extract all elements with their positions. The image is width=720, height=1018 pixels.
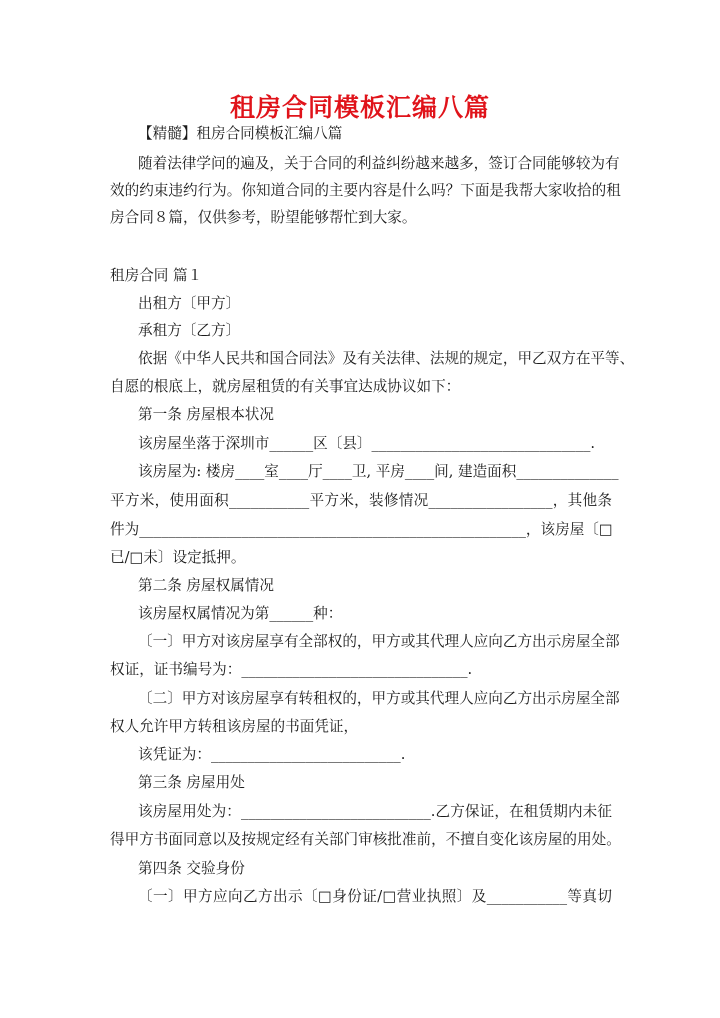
body-line: 〔二〕甲方对该房屋享有转租权的，甲方或其代理人应向乙方出示房屋全部 xyxy=(138,690,620,707)
article-heading: 第一条 房屋根本状况 xyxy=(138,406,274,423)
intro-line-1: 随着法律学问的遍及，关于合同的利益纠纷越来越多，签订合同能够较为有 xyxy=(138,155,620,172)
section-heading: 租房合同 篇１ xyxy=(110,267,203,284)
body-line: 该房屋为: 楼房____室____厅____卫, 平房____间, 建造面积______________ xyxy=(138,463,619,480)
body-line: 该房屋权属情况为第______种： xyxy=(138,605,343,622)
document-title: 租房合同模板汇编八篇 xyxy=(229,93,490,122)
subtitle: 【精髓】租房合同模板汇编八篇 xyxy=(138,125,343,142)
body-line: 该房屋坐落于深圳市______区〔县〕______________________________. xyxy=(138,435,596,452)
body-line: 自愿的根底上，就房屋租赁的有关事宜达成协议如下： xyxy=(110,378,461,395)
article-heading: 第二条 房屋权属情况 xyxy=(138,577,274,594)
body-line: 〔一〕甲方对该房屋享有全部权的，甲方或其代理人应向乙方出示房屋全部 xyxy=(138,633,620,650)
intro-line-3: 房合同８篇，仅供参考，盼望能够帮忙到大家。 xyxy=(110,209,417,226)
intro-line-2: 效的约束违约行为。你知道合同的主要内容是什么吗？下面是我帮大家收拾的租 xyxy=(110,182,621,199)
article-heading: 第四条 交验身份 xyxy=(138,860,245,877)
body-line: 该凭证为：__________________________. xyxy=(138,746,406,763)
body-line: 依据《中华人民共和国合同法》及有关法律、法规的规定，甲乙双方在平等、 xyxy=(138,350,635,367)
article-heading: 第三条 房屋用处 xyxy=(138,774,245,791)
body-line: 〔一〕甲方应向乙方出示〔□身份证/□营业执照〕及___________等真切 xyxy=(138,888,612,905)
body-line: 权人允许甲方转租该房屋的书面凭证， xyxy=(110,718,359,735)
body-line: 得甲方书面同意以及按规定经有关部门审核批准前，不擅自变化该房屋的用处。 xyxy=(110,831,621,848)
body-line: 件为_____________________________________________________，该房屋〔□ xyxy=(110,521,613,538)
body-line: 承租方〔乙方〕 xyxy=(138,322,241,339)
body-line: 出租方〔甲方〕 xyxy=(138,295,241,312)
body-line: 该房屋用处为：__________________________.乙方保证，在租赁期内未征 xyxy=(138,803,612,820)
body-line: 权证，证书编号为：_______________________________. xyxy=(110,661,473,678)
body-line: 已/□未〕设定抵押。 xyxy=(110,549,246,566)
body-line: 平方米，使用面积___________平方米，装修情况_________________，其他条 xyxy=(110,492,612,509)
